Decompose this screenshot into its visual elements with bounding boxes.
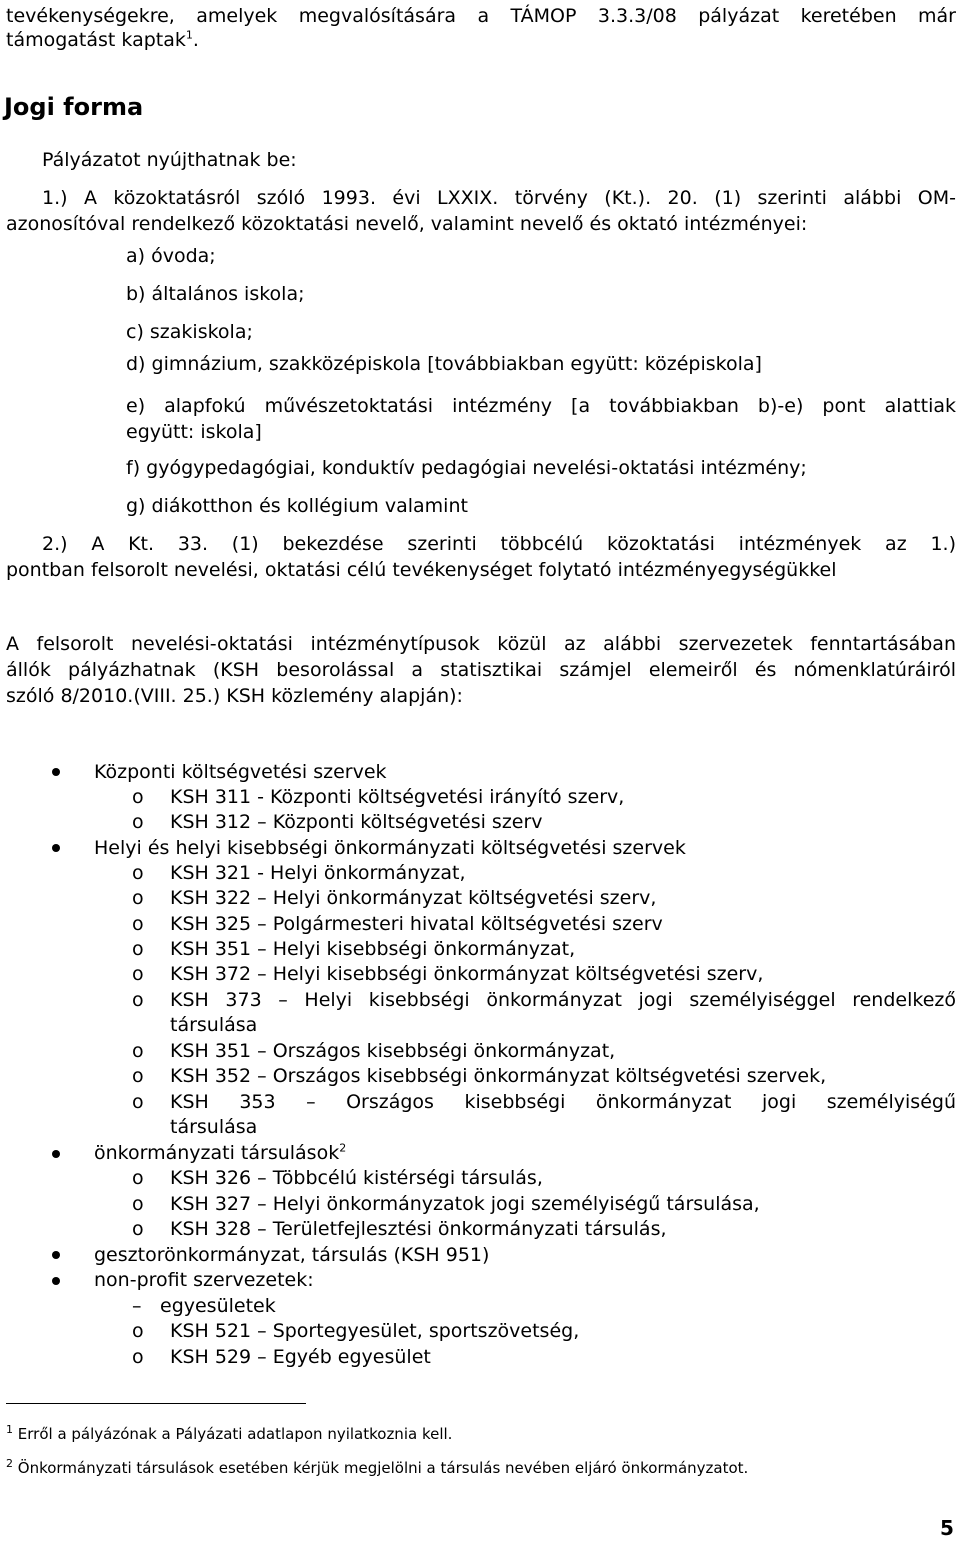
bullet-marker: [52, 1150, 60, 1158]
intro-line-1: tevékenységekre, amelyek megvalósítására a TÁMOP 3.3.3/08 pályázat keretében már: [6, 5, 956, 27]
bullet-local-government: Helyi és helyi kisebbségi önkormányzati költségvetési szervek: [94, 837, 686, 859]
list-item-ksh326: KSH 326 – Többcélú kistérségi társulás,: [170, 1167, 543, 1189]
bullet-marker: [52, 844, 60, 852]
dash-marker: –: [132, 1295, 142, 1317]
list-item-ksh372: KSH 372 – Helyi kisebbségi önkormányzat költségvetési szerv,: [170, 963, 764, 985]
bullet-marker: [52, 1251, 60, 1259]
school-type-e-cont: együtt: iskola]: [126, 421, 262, 443]
list-item-ksh521: KSH 521 – Sportegyesület, sportszövetség,: [170, 1320, 580, 1342]
school-type-a: a) óvoda;: [126, 245, 216, 267]
list-item-ksh325: KSH 325 – Polgármesteri hivatal költségvetési szerv: [170, 913, 663, 935]
item1-line-1: 1.) A közoktatásról szóló 1993. évi LXXIX. törvény (Kt.). 20. (1) szerinti alábbi OM-: [42, 187, 956, 209]
o-marker: o: [132, 1346, 144, 1368]
o-marker: o: [132, 1040, 144, 1062]
school-type-e: e) alapfokú művészetoktatási intézmény [a továbbiakban b)-e) pont alattiak: [126, 395, 956, 417]
intro-line-2-end: .: [192, 29, 199, 51]
list-item-ksh351-national: KSH 351 – Országos kisebbségi önkormányzat,: [170, 1040, 616, 1062]
list-item-ksh353: KSH 353 – Országos kisebbségi önkormányzat jogi személyiségű: [170, 1091, 956, 1113]
school-type-g: g) diákotthon és kollégium valamint: [126, 495, 468, 517]
paragraph-line-3: szóló 8/2010.(VIII. 25.) KSH közlemény alapján):: [6, 685, 463, 707]
footnote-ref-1: 1: [185, 28, 193, 42]
footnote-separator: [6, 1403, 306, 1404]
apply-label: Pályázatot nyújthatnak be:: [42, 149, 297, 171]
footnote-ref-2: 2: [339, 1141, 347, 1155]
list-item-ksh328: KSH 328 – Területfejlesztési önkormányzati társulás,: [170, 1218, 667, 1240]
o-marker: o: [132, 887, 144, 909]
o-marker: o: [132, 1065, 144, 1087]
school-type-c: c) szakiskola;: [126, 321, 253, 343]
o-marker: o: [132, 989, 144, 1011]
footnote-1-number: 1: [6, 1423, 13, 1436]
item2-line-2: pontban felsorolt nevelési, oktatási célú tevékenységet folytató intézményegységükkel: [6, 559, 837, 581]
o-marker: o: [132, 1193, 144, 1215]
list-item-ksh352: KSH 352 – Országos kisebbségi önkormányzat költségvetési szervek,: [170, 1065, 827, 1087]
o-marker: o: [132, 938, 144, 960]
list-item-ksh322: KSH 322 – Helyi önkormányzat költségvetési szerv,: [170, 887, 657, 909]
o-marker: o: [132, 1218, 144, 1240]
list-item-ksh351: KSH 351 – Helyi kisebbségi önkormányzat,: [170, 938, 576, 960]
section-heading: Jogi forma: [4, 93, 144, 121]
o-marker: o: [132, 1167, 144, 1189]
bullet-municipal-associations-text: önkormányzati társulások: [94, 1142, 340, 1164]
footnote-2-text: Önkormányzati társulások esetében kérjük megjelölni a társulás nevében eljáró önkormányzatot.: [17, 1459, 749, 1477]
footnote-1: [6, 1424, 452, 1444]
o-marker: o: [132, 811, 144, 833]
list-item-ksh327: KSH 327 – Helyi önkormányzatok jogi személyiségű társulása,: [170, 1193, 760, 1215]
bullet-non-profit: non-profit szervezetek:: [94, 1269, 314, 1291]
list-item-ksh312: KSH 312 – Központi költségvetési szerv: [170, 811, 543, 833]
o-marker: o: [132, 913, 144, 935]
list-item-ksh311: KSH 311 - Központi költségvetési irányító szerv,: [170, 786, 625, 808]
o-marker: o: [132, 1320, 144, 1342]
bullet-central-budget: Központi költségvetési szervek: [94, 761, 387, 783]
bullet-lead-municipality: gesztorönkormányzat, társulás (KSH 951): [94, 1244, 490, 1266]
list-item-ksh373-cont: társulása: [170, 1014, 258, 1036]
school-type-b: b) általános iskola;: [126, 283, 305, 305]
footnote-1-text: Erről a pályázónak a Pályázati adatlapon nyilatkoznia kell.: [17, 1425, 453, 1443]
school-type-d: d) gimnázium, szakközépiskola [továbbiakban együtt: középiskola]: [126, 353, 762, 375]
list-item-associations: egyesületek: [160, 1295, 276, 1317]
school-type-f: f) gyógypedagógiai, konduktív pedagógiai nevelési-oktatási intézmény;: [126, 457, 807, 479]
footnote-2-number: 2: [6, 1457, 13, 1470]
o-marker: o: [132, 862, 144, 884]
bullet-marker: [52, 768, 60, 776]
item1-line-2: azonosítóval rendelkező közoktatási nevelő, valamint nevelő és oktató intézményei:: [6, 213, 808, 235]
footnote-2: [6, 1458, 748, 1478]
list-item-ksh529: KSH 529 – Egyéb egyesület: [170, 1346, 431, 1368]
paragraph-line-1: A felsorolt nevelési-oktatási intézménytípusok közül az alábbi szervezetek fenntartásában: [6, 633, 956, 655]
o-marker: o: [132, 786, 144, 808]
page-number: 5: [940, 1516, 954, 1540]
intro-line-2: [6, 28, 199, 52]
bullet-marker: [52, 1277, 60, 1285]
list-item-ksh353-cont: társulása: [170, 1116, 258, 1138]
paragraph-line-2: állók pályázhatnak (KSH besorolással a statisztikai számjel elemeiről és nómenklatúráiról: [6, 659, 956, 681]
bullet-municipal-associations: [94, 1141, 346, 1165]
intro-line-2-text: támogatást kaptak: [6, 29, 186, 51]
item2-line-1: 2.) A Kt. 33. (1) bekezdése szerinti többcélú közoktatási intézmények az 1.): [42, 533, 956, 555]
o-marker: o: [132, 1091, 144, 1113]
list-item-ksh373: KSH 373 – Helyi kisebbségi önkormányzat jogi személyiséggel rendelkező: [170, 989, 956, 1011]
o-marker: o: [132, 963, 144, 985]
list-item-ksh321: KSH 321 - Helyi önkormányzat,: [170, 862, 466, 884]
